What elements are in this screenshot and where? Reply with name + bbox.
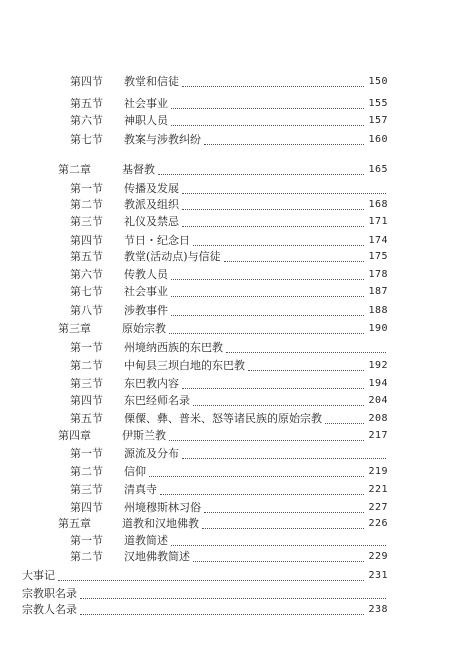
section-number: 第七节 <box>70 285 103 298</box>
dot-leader <box>182 387 364 389</box>
toc-entry <box>70 249 388 265</box>
page-number: 226 <box>368 518 388 529</box>
entry-title: 州境纳西族的东巴教 <box>124 341 223 354</box>
section-number: 第四节 <box>70 394 103 407</box>
page-number: 168 <box>368 199 388 210</box>
toc-entry <box>70 549 388 565</box>
dot-leader <box>80 613 364 615</box>
dot-leader <box>224 260 364 262</box>
entry-title: 教堂(活动点)与信徒 <box>124 250 221 263</box>
dot-leader <box>171 544 386 546</box>
entry-title: 宗教职名录 <box>22 587 77 600</box>
entry-title: 源流及分布 <box>124 447 179 460</box>
entry-title: 节日・纪念日 <box>124 234 190 247</box>
dot-leader <box>248 369 364 371</box>
page-number: 227 <box>368 502 388 513</box>
section-number: 第三节 <box>70 483 103 496</box>
entry-title: 傈僳、彝、普米、怒等诸民族的原始宗教 <box>124 412 322 425</box>
section-number: 第六节 <box>70 114 103 127</box>
entry-title: 神职人员 <box>124 114 168 127</box>
toc-entry <box>70 376 388 392</box>
entry-title: 信仰 <box>124 465 146 478</box>
page-number: 208 <box>368 413 388 424</box>
page-number: 192 <box>368 360 388 371</box>
section-number: 第六节 <box>70 268 103 281</box>
section-number: 第七节 <box>70 133 103 146</box>
section-number: 第一节 <box>70 341 103 354</box>
toc-entry <box>22 568 388 584</box>
section-number: 第四节 <box>70 501 103 514</box>
page-number: 238 <box>368 604 388 615</box>
dot-leader <box>182 192 386 194</box>
toc-entry <box>70 74 388 90</box>
toc-entry <box>70 446 388 462</box>
entry-title: 教案与涉教纠纷 <box>124 133 201 146</box>
section-number: 第五节 <box>70 412 103 425</box>
toc-entry <box>70 132 388 148</box>
toc-entry <box>58 516 388 532</box>
toc-entry <box>70 358 388 374</box>
toc-entry <box>70 500 388 516</box>
dot-leader <box>325 422 364 424</box>
section-number: 第二节 <box>70 465 103 478</box>
entry-title: 传播及发展 <box>124 182 179 195</box>
page-number: 204 <box>368 395 388 406</box>
toc-entry <box>70 96 388 112</box>
toc-entry <box>58 162 388 178</box>
dot-leader <box>80 597 386 599</box>
dot-leader <box>182 225 364 227</box>
dot-leader <box>226 351 386 353</box>
toc-entry <box>70 197 388 213</box>
dot-leader <box>171 278 364 280</box>
dot-leader <box>182 208 364 210</box>
toc-entry <box>70 411 388 427</box>
entry-title: 教堂和信徒 <box>124 75 179 88</box>
dot-leader <box>58 579 364 581</box>
toc-entry <box>70 393 388 409</box>
page-number: 178 <box>368 269 388 280</box>
entry-title: 涉教事件 <box>124 304 168 317</box>
dot-leader <box>171 314 364 316</box>
dot-leader <box>171 295 364 297</box>
dot-leader <box>204 511 364 513</box>
entry-title: 州境穆斯林习俗 <box>124 501 201 514</box>
page-number: 150 <box>368 76 388 87</box>
section-number: 第二节 <box>70 550 103 563</box>
page-number: 160 <box>368 134 388 145</box>
entry-title: 社会事业 <box>124 285 168 298</box>
toc-entry <box>70 181 388 197</box>
entry-title: 伊斯兰教 <box>122 429 166 442</box>
page-number: 217 <box>368 430 388 441</box>
toc-entry <box>70 464 388 480</box>
dot-leader <box>169 439 364 441</box>
dot-leader <box>202 527 364 529</box>
entry-title: 原始宗教 <box>122 322 166 335</box>
dot-leader <box>160 493 364 495</box>
dot-leader <box>182 85 364 87</box>
entry-title: 宗教人名录 <box>22 603 77 616</box>
section-number: 第三节 <box>70 215 103 228</box>
page-number: 194 <box>368 378 388 389</box>
page-number: 157 <box>368 115 388 126</box>
page-number: 190 <box>368 323 388 334</box>
section-number: 第八节 <box>70 304 103 317</box>
toc-entry <box>70 233 388 249</box>
page-number: 171 <box>368 216 388 227</box>
toc-entry <box>22 602 388 618</box>
entry-title: 清真寺 <box>124 483 157 496</box>
toc-entry <box>70 113 388 129</box>
toc-entry <box>70 267 388 283</box>
dot-leader <box>171 107 364 109</box>
toc-entry <box>58 321 388 337</box>
page-number: 165 <box>368 164 388 175</box>
dot-leader <box>193 404 364 406</box>
page-number: 188 <box>368 305 388 316</box>
entry-title: 基督教 <box>122 163 155 176</box>
toc-entry <box>58 428 388 444</box>
toc-entry <box>70 533 388 549</box>
page-number: 229 <box>368 551 388 562</box>
entry-title: 大事记 <box>22 569 55 582</box>
section-number: 第二节 <box>70 198 103 211</box>
page-number: 174 <box>368 235 388 246</box>
entry-title: 礼仪及禁忌 <box>124 215 179 228</box>
chapter-number: 第三章 <box>58 322 91 335</box>
dot-leader <box>158 173 364 175</box>
entry-title: 东巴教内容 <box>124 377 179 390</box>
toc-entry <box>70 340 388 356</box>
entry-title: 道教简述 <box>124 534 168 547</box>
entry-title: 中甸县三坝白地的东巴教 <box>124 359 245 372</box>
section-number: 第五节 <box>70 250 103 263</box>
dot-leader <box>149 475 364 477</box>
page-number: 175 <box>368 251 388 262</box>
section-number: 第二节 <box>70 359 103 372</box>
dot-leader <box>182 457 386 459</box>
entry-title: 东巴经师名录 <box>124 394 190 407</box>
dot-leader <box>193 560 364 562</box>
dot-leader <box>204 143 364 145</box>
page-number: 155 <box>368 98 388 109</box>
toc-entry <box>70 284 388 300</box>
entry-title: 教派及组织 <box>124 198 179 211</box>
toc-entry <box>70 214 388 230</box>
chapter-number: 第二章 <box>58 163 91 176</box>
dot-leader <box>171 124 364 126</box>
page-number: 231 <box>368 570 388 581</box>
chapter-number: 第四章 <box>58 429 91 442</box>
page-number: 219 <box>368 466 388 477</box>
entry-title: 传教人员 <box>124 268 168 281</box>
toc-entry <box>22 586 388 602</box>
section-number: 第一节 <box>70 182 103 195</box>
dot-leader <box>193 244 364 246</box>
toc-entry <box>70 303 388 319</box>
entry-title: 社会事业 <box>124 97 168 110</box>
page-number: 187 <box>368 286 388 297</box>
dot-leader <box>169 332 364 334</box>
section-number: 第一节 <box>70 447 103 460</box>
section-number: 第四节 <box>70 234 103 247</box>
toc-entry <box>70 482 388 498</box>
section-number: 第五节 <box>70 97 103 110</box>
entry-title: 道教和汉地佛教 <box>122 517 199 530</box>
entry-title: 汉地佛教简述 <box>124 550 190 563</box>
section-number: 第三节 <box>70 377 103 390</box>
chapter-number: 第五章 <box>58 517 91 530</box>
section-number: 第一节 <box>70 534 103 547</box>
page-number: 221 <box>368 484 388 495</box>
section-number: 第四节 <box>70 75 103 88</box>
